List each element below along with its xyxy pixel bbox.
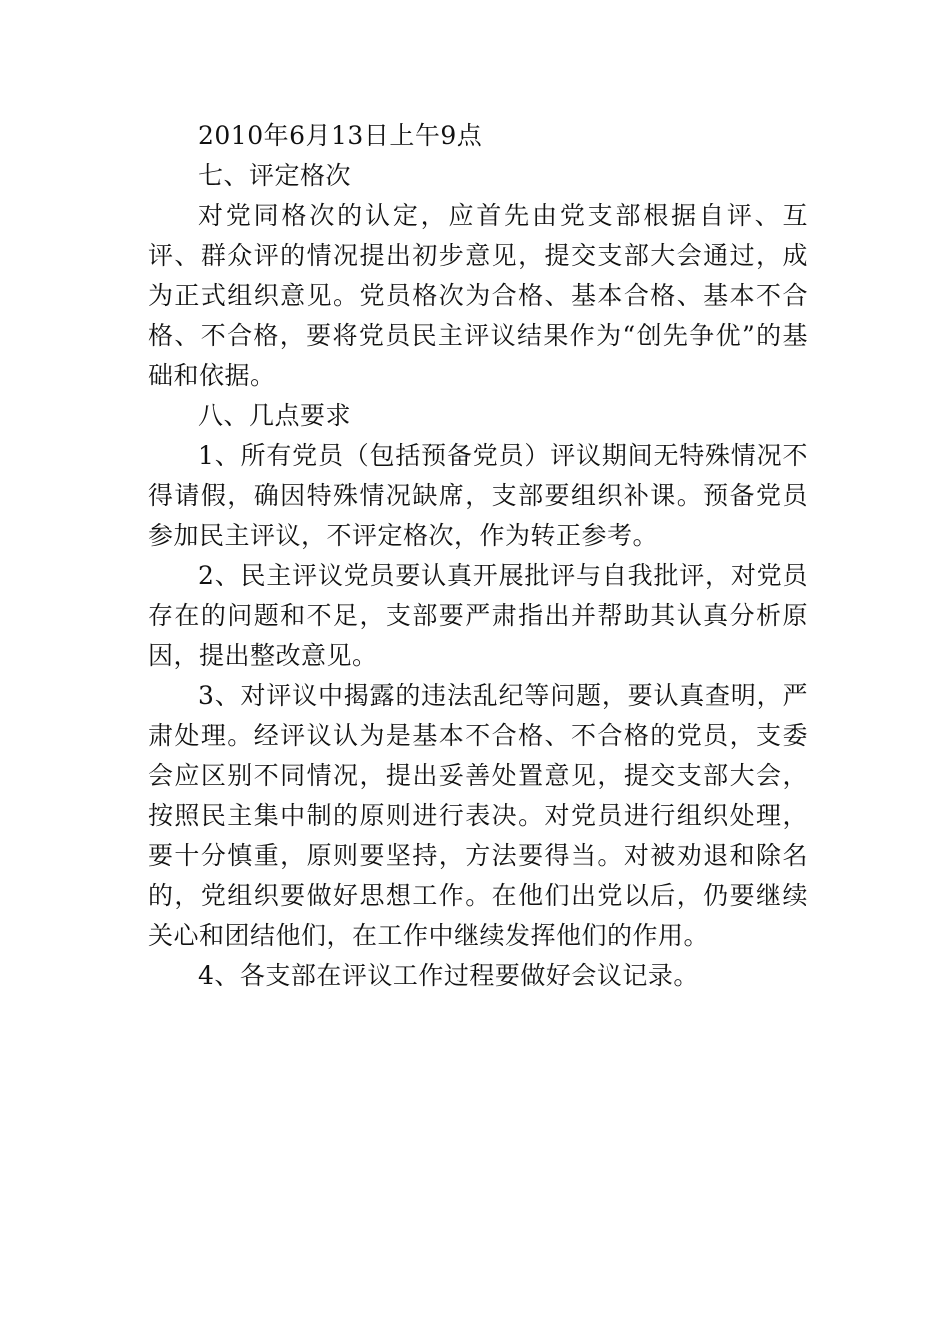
requirement-3-paragraph: 3、对评议中揭露的违法乱纪等问题，要认真查明，严肃处理。经评议认为是基本不合格、不合格的党员，支委会应区别不同情况，提出妥善处置意见，提交支部大会，按照民主集中制的原则进行表决。对党员进行组织处理，要十分慎重，原则要坚持，方法要得当。对被劝退和除名的，党组织要做好思想工作。在他们出党以后，仍要继续关心和团结他们，在工作中继续发挥他们的作用。 bbox=[148, 681, 808, 950]
requirement-4-paragraph: 4、各支部在评议工作过程要做好会议记录。 bbox=[198, 961, 699, 990]
requirement-2-paragraph: 2、民主评议党员要认真开展批评与自我批评，对党员存在的问题和不足，支部要严肃指出并帮助其认真分析原因，提出整改意见。 bbox=[148, 561, 808, 670]
date-line: 2010年6月13日上午9点 bbox=[198, 121, 483, 150]
section-8-heading: 八、几点要求 bbox=[198, 401, 352, 430]
section-7-heading: 七、评定格次 bbox=[198, 161, 352, 190]
requirement-1-paragraph: 1、所有党员（包括预备党员）评议期间无特殊情况不得请假，确因特殊情况缺席，支部要组织补课。预备党员参加民主评议，不评定格次，作为转正参考。 bbox=[148, 441, 808, 550]
document-body bbox=[148, 116, 808, 996]
section-7-paragraph: 对党同格次的认定，应首先由党支部根据自评、互评、群众评的情况提出初步意见，提交支部大会通过，成为正式组织意见。党员格次为合格、基本合格、基本不合格、不合格，要将党员民主评议结果作为“创先争优”的基础和依据。 bbox=[148, 201, 808, 390]
